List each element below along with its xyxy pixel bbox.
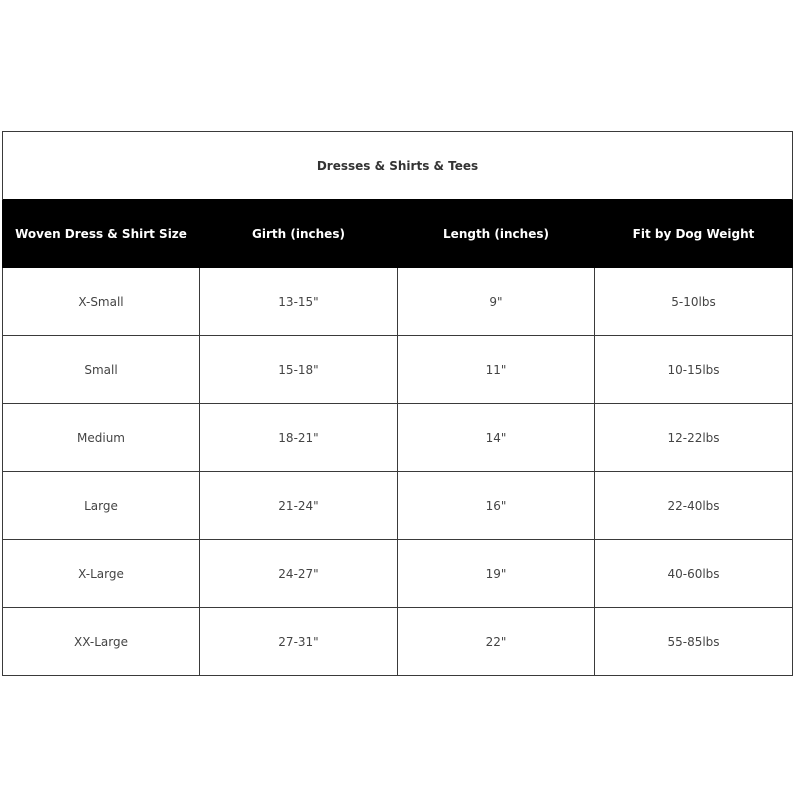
table-row [3, 608, 793, 676]
column-header-weight: Fit by Dog Weight [595, 200, 793, 268]
length-cell: 14" [398, 404, 595, 472]
size-chart-table [2, 131, 793, 676]
girth-cell: 13-15" [200, 268, 398, 336]
header-row [3, 200, 793, 268]
girth-cell: 21-24" [200, 472, 398, 540]
table-row [3, 540, 793, 608]
girth-cell: 24-27" [200, 540, 398, 608]
weight-cell: 40-60lbs [595, 540, 793, 608]
table-row [3, 472, 793, 540]
title-row [3, 132, 793, 200]
column-header-girth: Girth (inches) [200, 200, 398, 268]
size-cell: X-Large [3, 540, 200, 608]
table-title: Dresses & Shirts & Tees [3, 132, 793, 200]
length-cell: 22" [398, 608, 595, 676]
girth-cell: 27-31" [200, 608, 398, 676]
size-cell: Large [3, 472, 200, 540]
length-cell: 11" [398, 336, 595, 404]
table-row [3, 268, 793, 336]
size-cell: Small [3, 336, 200, 404]
table-row [3, 404, 793, 472]
weight-cell: 10-15lbs [595, 336, 793, 404]
size-cell: Medium [3, 404, 200, 472]
size-cell: XX-Large [3, 608, 200, 676]
weight-cell: 5-10lbs [595, 268, 793, 336]
weight-cell: 22-40lbs [595, 472, 793, 540]
size-cell: X-Small [3, 268, 200, 336]
length-cell: 9" [398, 268, 595, 336]
table-row [3, 336, 793, 404]
girth-cell: 15-18" [200, 336, 398, 404]
length-cell: 16" [398, 472, 595, 540]
column-header-size: Woven Dress & Shirt Size [3, 200, 200, 268]
weight-cell: 55-85lbs [595, 608, 793, 676]
girth-cell: 18-21" [200, 404, 398, 472]
column-header-length: Length (inches) [398, 200, 595, 268]
weight-cell: 12-22lbs [595, 404, 793, 472]
length-cell: 19" [398, 540, 595, 608]
